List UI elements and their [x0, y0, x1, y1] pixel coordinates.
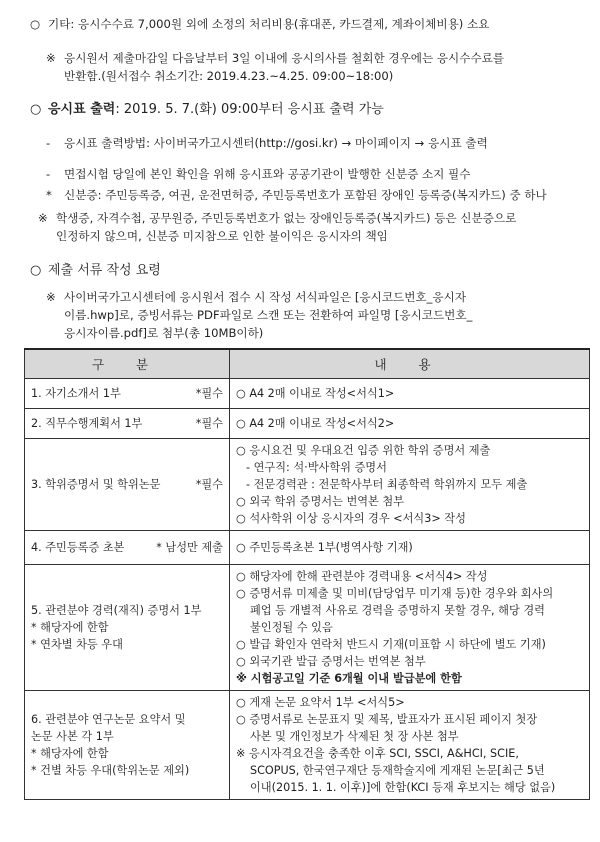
- refund-note-cont: 반환함.(원서접수 취소기간: 2019.4.23.~4.25. 09:00~18:00): [64, 69, 394, 83]
- row-content: ○ 응시요건 및 우대요건 입증 위한 학위 증명서 제출 - 연구직: 석·박사학위 증명서 - 전문경력관 : 전문학사부터 최종학력 학위까지 모두 제출 ○ 외국 학위 증명서는 번역본 첨부 ○ 석사학위 이상 응시자의 경우 <서식3> 작성: [230, 439, 590, 531]
- table-row: [25, 565, 590, 691]
- print-method: - 응시표 출력방법: 사이버국가고시센터(http://gosi.kr) → 마이페이지 → 응시표 출력: [46, 136, 488, 150]
- row-category: 2. 직무수행계획서 1부 *필수: [25, 409, 230, 439]
- table-row: [25, 531, 590, 565]
- admission-ticket-heading: ○ 응시표 출력: 2019. 5. 7.(화) 09:00부터 응시표 출력 가능: [30, 102, 384, 117]
- document-table: [24, 348, 590, 800]
- invalid-id-note: ※ 학생증, 자격수첩, 공무원증, 주민등록번호가 없는 장애인등록증(복지카드) 등은 신분증으로: [38, 211, 517, 225]
- row-category: 6. 관련분야 연구논문 요약서 및 논문 사본 각 1부 * 해당자에 한함 * 건별 차등 우대(학위논문 제외): [25, 691, 230, 800]
- fee-note: ○ 기타: 응시수수료 7,000원 외에 소정의 처리비용(휴대폰, 카드결제, 계좌이체비용) 소요: [30, 17, 490, 31]
- header-content: 내 용: [230, 349, 590, 379]
- file-guide: ※ 사이버국가고시센터에 응시원서 접수 시 작성 서식파일은 [응시코드번호_응시자: [46, 290, 467, 304]
- row-category: 5. 관련분야 경력(재직) 증명서 1부 * 해당자에 한함 * 연차별 차등 우대: [25, 565, 230, 691]
- file-guide-cont1: 이름.hwp]로, 증빙서류는 PDF파일로 스캔 또는 전환하여 파일명 [응시코드번호_: [64, 308, 473, 322]
- row-content: ○ 해당자에 한해 관련분야 경력내용 <서식4> 작성 ○ 증명서류 미제출 및 미비(담당업무 미기재 등)한 경우와 회사의 폐업 등 개별적 사유로 경력을 증명하지 못할 경우, 해당 경력 불인정될 수 있음 ○ 발급 확인자 연락처 반드시 기재(미표함 시 하단에 별도 기재) ○ 외국기관 발급 증명서는 번역본 첨부 ※ 시험공고일 기준 6개월 이내 발급분에 한함: [230, 565, 590, 691]
- file-guide-cont2: 응시자이름.pdf]로 첨부(총 10MB이하): [64, 326, 264, 340]
- header-category: 구 분: [25, 349, 230, 379]
- row-content: ○ A4 2매 이내로 작성<서식2>: [230, 409, 590, 439]
- table-row: [25, 691, 590, 800]
- invalid-id-note-cont: 인정하지 않으며, 신분증 미지참으로 인한 불이익은 응시자의 책임: [56, 229, 388, 243]
- document-guide-heading: ○ 제출 서류 작성 요령: [30, 263, 161, 278]
- row-content: ○ 게재 논문 요약서 1부 <서식5> ○ 증명서류로 논문표지 및 제목, 발표자가 표시된 페이지 첫장 사본 및 개인정보가 삭제된 첫 장 사본 첨부 ※ 응시자격요건을 충족한 이후 SCI, SSCI, A&HCI, SCIE, SCOPUS, 한국연구재단 등재학술지에 게재된 논문[최근 5년 이내(2015. 1. 1. 이후)]에 한함(KCI 등재 후보지는 해당 없음): [230, 691, 590, 800]
- row-category: 1. 자기소개서 1부 *필수: [25, 379, 230, 409]
- id-list: * 신분증: 주민등록증, 여권, 운전면허증, 주민등록번호가 포함된 장애인 등록증(복지카드) 중 하나: [46, 188, 547, 202]
- table-row: [25, 409, 590, 439]
- row-category: 4. 주민등록증 초본 * 남성만 제출: [25, 531, 230, 565]
- table-row: [25, 379, 590, 409]
- id-requirement: - 면접시험 당일에 본인 확인을 위해 응시표와 공공기관이 발행한 신분증 소지 필수: [46, 167, 471, 181]
- row-content: ○ 주민등록초본 1부(병역사항 기재): [230, 531, 590, 565]
- row-category: 3. 학위증명서 및 학위논문 *필수: [25, 439, 230, 531]
- refund-note: ※ 응시원서 제출마감일 다음날부터 3일 이내에 응시의사를 철회한 경우에는 응시수수료를: [46, 51, 505, 65]
- table-header-row: [25, 349, 590, 379]
- row-content: ○ A4 2매 이내로 작성<서식1>: [230, 379, 590, 409]
- table-row: [25, 439, 590, 531]
